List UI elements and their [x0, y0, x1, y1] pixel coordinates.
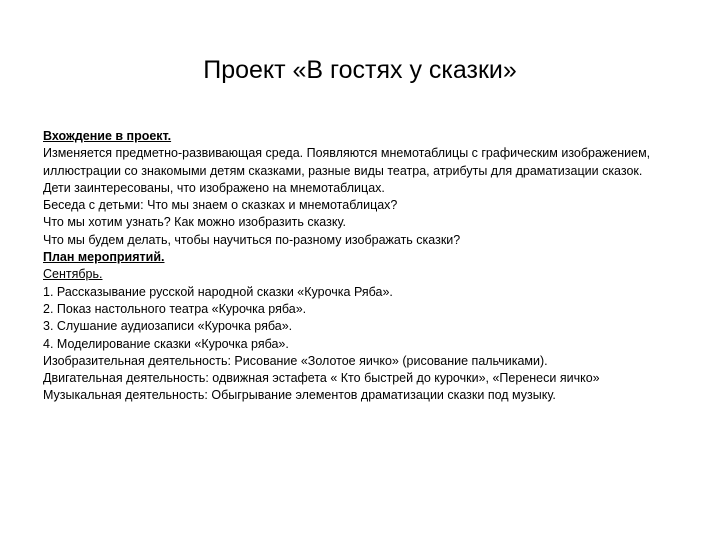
plan-item: 4. Моделирование сказки «Курочка ряба».: [43, 336, 289, 351]
intro-heading: Вхождение в проект.: [43, 129, 172, 143]
slide-body: [43, 128, 683, 405]
slide-title: Проект «В гостях у сказки»: [203, 56, 517, 84]
intro-paragraph: Что мы будем делать, чтобы научиться по-разному изображать сказки?: [43, 232, 461, 247]
intro-paragraph: Дети заинтересованы, что изображено на мнемотаблицах.: [43, 180, 385, 195]
intro-paragraph: Беседа с детьми: Что мы знаем о сказках и мнемотаблицах?: [43, 198, 398, 213]
plan-month: Сентябрь.: [43, 267, 103, 282]
plan-item: Изобразительная деятельность: Рисование «Золотое яичко» (рисование пальчиками).: [43, 353, 548, 368]
plan-item: 3. Слушание аудиозаписи «Курочка ряба».: [43, 319, 293, 334]
intro-paragraph: Что мы хотим узнать? Как можно изобразить сказку.: [43, 215, 346, 230]
plan-item: 2. Показ настольного театра «Курочка ряба».: [43, 301, 307, 316]
plan-item: Двигательная деятельность: одвижная эстафета « Кто быстрей до курочки», «Перенеси яичко»: [43, 371, 600, 386]
plan-item: 1. Рассказывание русской народной сказки «Курочка Ряба».: [43, 284, 393, 299]
plan-heading: План мероприятий.: [43, 250, 165, 265]
plan-item: Музыкальная деятельность: Обыгрывание элементов драматизации сказки под музыку.: [43, 388, 556, 403]
intro-paragraph: Изменяется предметно-развивающая среда. Появляются мнемотаблицы с графическим изображением, иллюстрации со знакомыми детям сказками, разные виды театра, атрибуты для драматизации сказок.: [43, 146, 651, 178]
